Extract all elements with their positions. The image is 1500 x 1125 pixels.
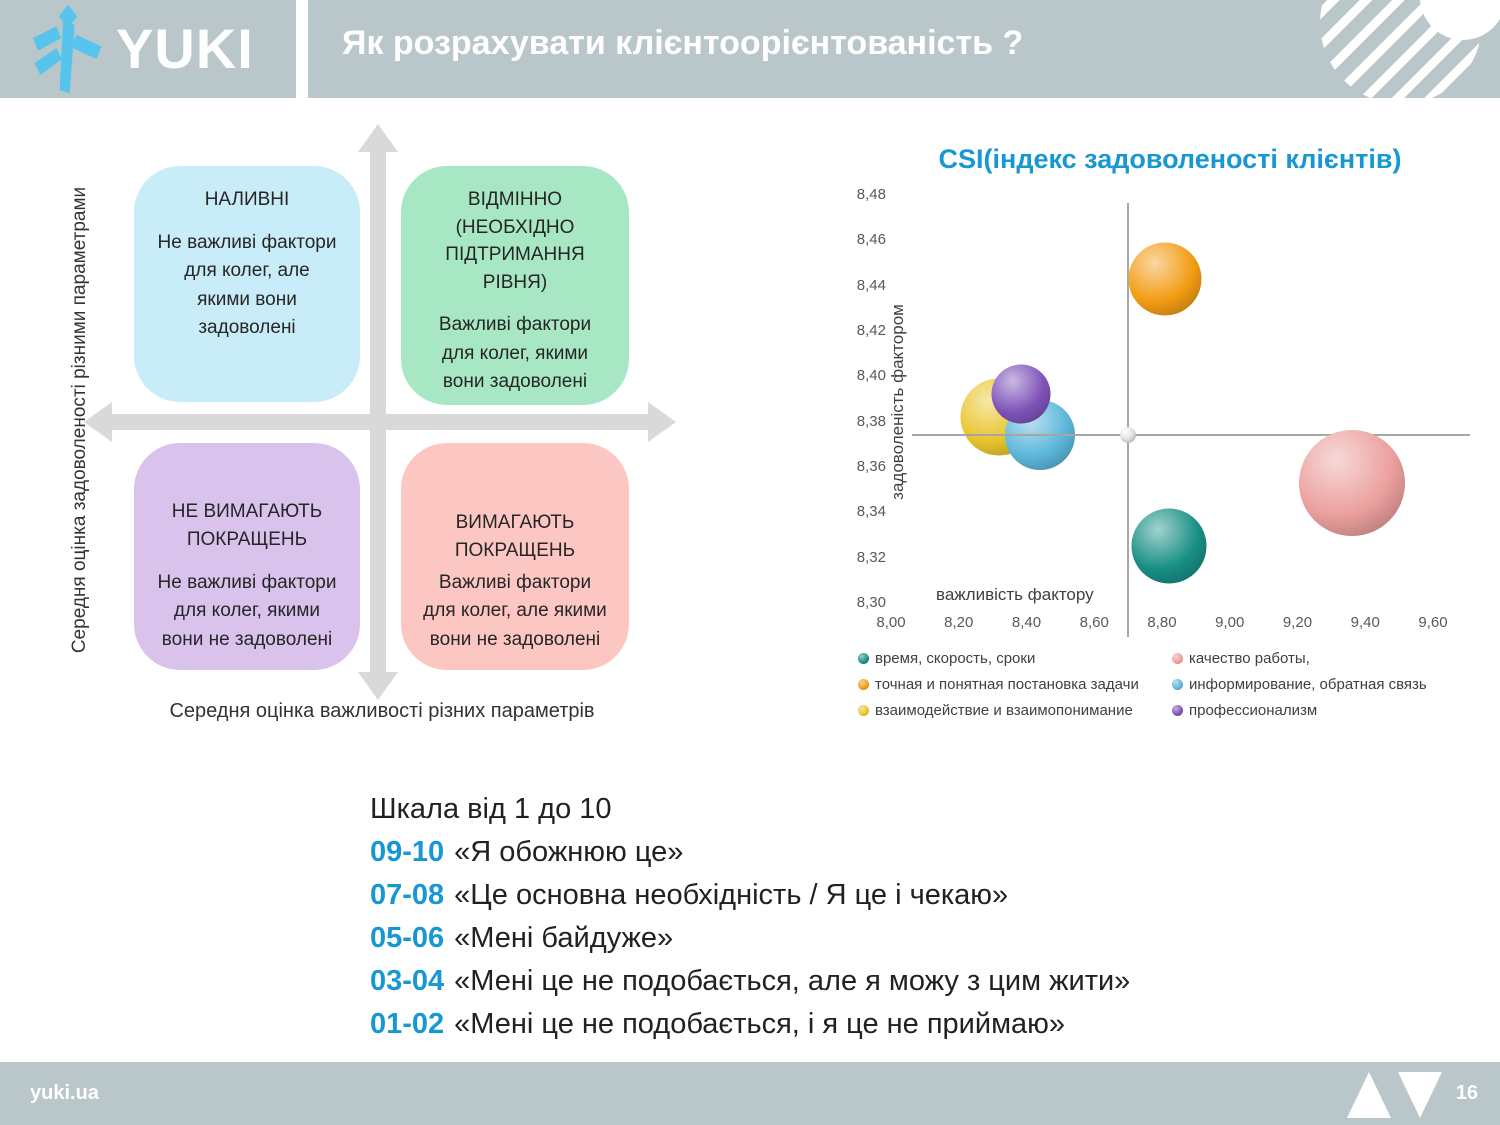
- matrix-vertical-axis: [370, 150, 386, 674]
- quadrant-bottom-left: [134, 443, 360, 670]
- quadrant-body: Важливі фактори для колег, якими вони задоволені: [438, 314, 592, 393]
- legend-item: [1172, 702, 1317, 719]
- legend-dot-icon: [1172, 705, 1183, 716]
- legend-dot-icon: [858, 705, 869, 716]
- legend-label: информирование, обратная связь: [1189, 676, 1427, 693]
- scale-text: «Це основна необхідність / Я це і чекаю»: [454, 879, 1009, 911]
- chart-bubble: [1129, 242, 1202, 315]
- nav-up-button[interactable]: [1347, 1072, 1391, 1118]
- x-tick-label: 9,60: [1418, 614, 1448, 631]
- legend-label: время, скорость, сроки: [875, 650, 1036, 667]
- legend-item: [1172, 650, 1310, 667]
- crosshair-horizontal-line: [912, 434, 1470, 436]
- matrix-y-axis-label: Середня оцінка задоволеності різними параметрами: [69, 186, 90, 654]
- scale-range: 01-02: [370, 1008, 445, 1040]
- logo-text: YUKI: [116, 17, 254, 80]
- scale-range: 03-04: [370, 965, 445, 997]
- matrix-x-axis-label: Середня оцінка важливості різних параметрів: [169, 700, 595, 722]
- y-tick-label: 8,46: [856, 231, 886, 249]
- scale-text: «Я обожнюю це»: [454, 836, 684, 868]
- x-tick-label: 9,20: [1282, 614, 1313, 631]
- legend-label: профессионализм: [1189, 702, 1318, 719]
- x-tick-label: 9,00: [1215, 614, 1245, 631]
- y-tick-label: 8,36: [856, 458, 886, 475]
- legend-label: точная и понятная постановка задачи: [875, 676, 1139, 693]
- quadrant-bottom-right: [401, 443, 629, 670]
- arrow-up-icon: [358, 124, 398, 152]
- legend-label: взаимодействие и взаимопонимание: [875, 702, 1133, 719]
- csi-bubble-chart: [840, 130, 1500, 742]
- x-tick-label: 8,40: [1011, 614, 1042, 631]
- legend-dot-icon: [1172, 679, 1183, 690]
- legend-item: [858, 650, 1035, 667]
- site-link[interactable]: yuki.ua: [30, 1082, 99, 1104]
- arrow-down-icon: [358, 672, 398, 700]
- quadrant-top-right: [401, 166, 629, 405]
- matrix-horizontal-axis: [112, 414, 648, 430]
- legend-dot-icon: [858, 679, 869, 690]
- scale-item: [370, 917, 1130, 960]
- page-number: 16: [1455, 1082, 1478, 1104]
- quadrant-title: НАЛИВНІ: [204, 189, 290, 210]
- legend-label: качество работы,: [1189, 650, 1310, 667]
- chart-bubble: [1131, 509, 1206, 584]
- yuki-logo-icon: [26, 3, 110, 95]
- scale-range: 05-06: [370, 922, 445, 954]
- y-tick-label: 8,44: [856, 276, 886, 294]
- x-tick-label: 8,60: [1079, 614, 1109, 631]
- chart-bubble: [992, 365, 1051, 424]
- scale-text: «Мені байдуже»: [454, 922, 674, 954]
- legend-dot-icon: [1172, 653, 1183, 664]
- x-tick-label: 9,40: [1350, 614, 1380, 631]
- footer-bar: [0, 1062, 1500, 1125]
- y-tick-label: 8,48: [856, 186, 886, 203]
- legend-item: [858, 676, 1139, 693]
- legend-dot-icon: [858, 653, 869, 664]
- rating-scale: [370, 788, 1130, 1046]
- quadrant-top-left: [134, 166, 360, 402]
- chart-x-axis-label: важливість фактору: [936, 585, 1094, 604]
- arrow-right-icon: [648, 402, 676, 442]
- scale-text: «Мені це не подобається, і я це не приймаю»: [454, 1008, 1066, 1040]
- x-tick-label: 8,00: [876, 614, 906, 631]
- quadrant-title: НЕ ВИМАГАЮТЬ ПОКРАЩЕНЬ: [171, 501, 323, 550]
- chart-title: CSI(індекс задоволеності клієнтів): [938, 144, 1402, 174]
- y-tick-label: 8,32: [856, 548, 886, 566]
- crosshair-vertical-line: [1127, 203, 1129, 637]
- page-title: Як розрахувати клієнтоорієнтованість ?: [342, 24, 1024, 62]
- nav-down-button[interactable]: [1398, 1072, 1442, 1118]
- logo-block: [0, 0, 296, 98]
- quadrant-title: ВИМАГАЮТЬ ПОКРАЩЕНЬ: [454, 512, 576, 561]
- scale-item: [370, 874, 1130, 917]
- scale-range: 07-08: [370, 879, 445, 911]
- average-point-marker: [1120, 427, 1136, 443]
- scale-title: Шкала від 1 до 10: [370, 793, 612, 825]
- quadrant-body: Не важливі фактори для колег, але якими вони задоволені: [157, 231, 337, 339]
- y-tick-label: 8,38: [856, 412, 886, 430]
- legend-item: [858, 702, 1133, 719]
- chart-bubble: [1299, 430, 1405, 536]
- x-tick-label: 8,80: [1147, 614, 1177, 631]
- scale-item: [370, 960, 1130, 1003]
- scale-item: [370, 1003, 1130, 1046]
- y-tick-label: 8,34: [856, 503, 886, 521]
- scale-range: 09-10: [370, 836, 445, 868]
- scale-item: [370, 831, 1130, 874]
- y-tick-label: 8,42: [856, 322, 886, 339]
- quadrant-title: ВІДМІННО (НЕОБХІДНО ПІДТРИМАННЯ РІВНЯ): [445, 189, 585, 293]
- legend-item: [1172, 676, 1427, 693]
- scale-text: «Мені це не подобається, але я можу з цим жити»: [454, 965, 1131, 997]
- header-bar: [308, 0, 1500, 98]
- quadrant-body: Не важливі фактори для колег, якими вони не задоволені: [157, 571, 337, 650]
- chart-y-axis-label: задоволеність фактором: [888, 304, 907, 500]
- y-tick-label: 8,40: [856, 367, 886, 385]
- y-tick-label: 8,30: [856, 594, 886, 611]
- quadrant-body: Важливі фактори для колег, але якими вони не задоволені: [423, 571, 607, 650]
- x-tick-label: 8,20: [944, 614, 974, 631]
